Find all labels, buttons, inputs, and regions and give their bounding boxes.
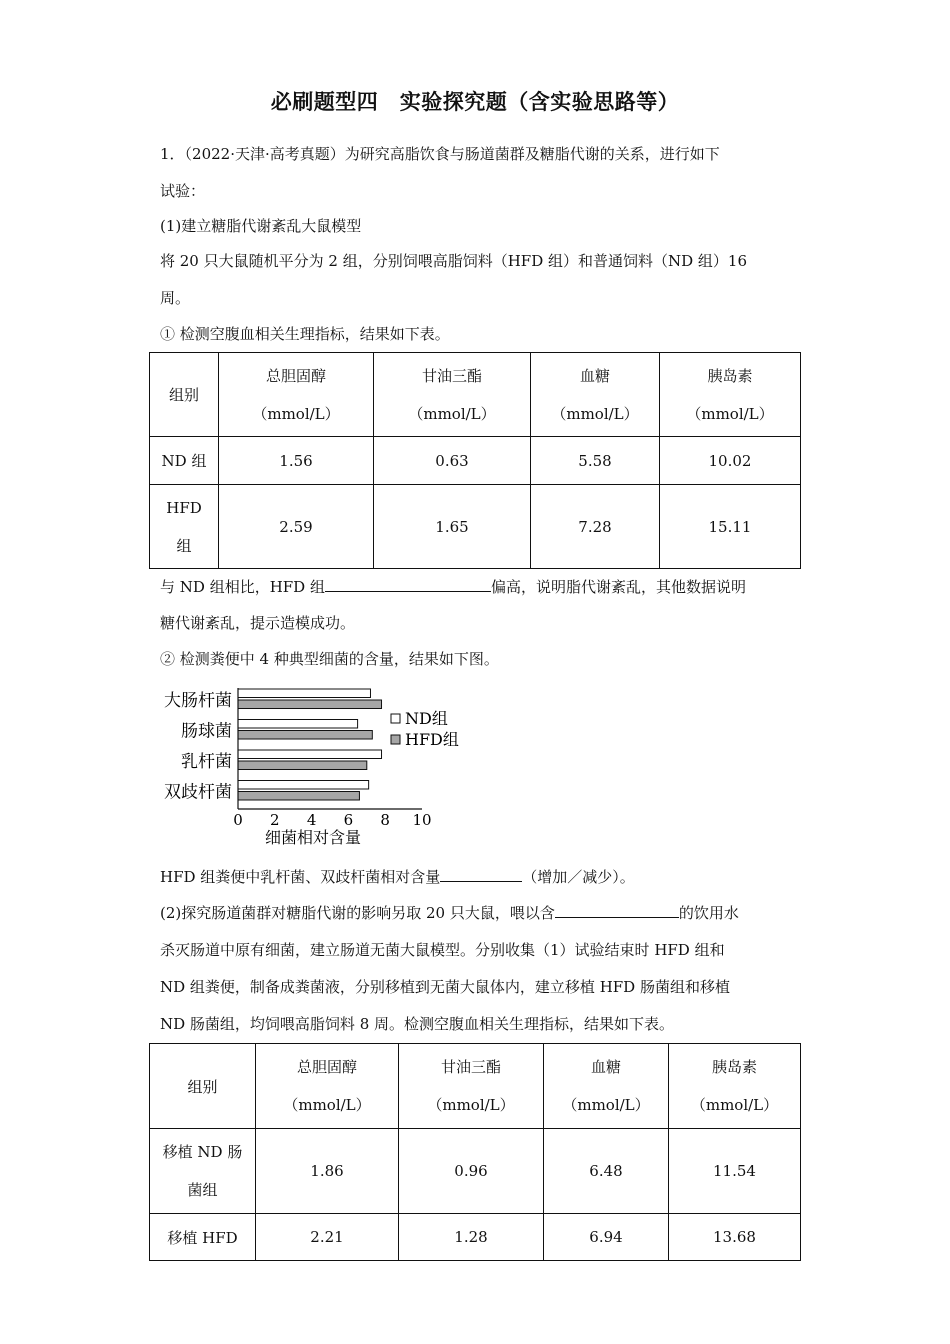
table-cell: 7.28 (531, 485, 660, 569)
question-intro: 1．（2022·天津·高考真题）为研究高脂饮食与肠道菌群及糖脂代谢的关系，进行如下 (160, 145, 720, 163)
header-col: 总胆固醇 （mmol/L） (256, 1044, 399, 1129)
table-cell: 15.11 (660, 485, 801, 569)
row-group: 移植 HFD (150, 1214, 256, 1261)
table-header-row (150, 1044, 801, 1129)
part1-text-cont: 周。 (160, 289, 191, 307)
bar-nd (238, 720, 358, 729)
question-intro-cont: 试验： (160, 182, 206, 200)
step1-text: ① 检测空腹血相关生理指标，结果如下表。 (160, 325, 450, 343)
header-group: 组别 (150, 353, 219, 437)
table-row (150, 485, 801, 569)
answer-blank[interactable] (555, 903, 679, 918)
header-col: 甘油三酯 （mmol/L） (399, 1044, 544, 1129)
table-cell: 10.02 (660, 437, 801, 485)
bar-hfd (238, 731, 372, 740)
x-tick-label: 6 (343, 811, 354, 829)
x-tick-label: 8 (380, 811, 390, 829)
bacteria-bar-chart (150, 680, 490, 855)
table-cell: 6.94 (544, 1214, 669, 1261)
table-cell: 2.59 (219, 485, 374, 569)
bar-nd (238, 750, 382, 759)
legend-label: HFD组 (405, 730, 459, 749)
header-col: 胰岛素 （mmol/L） (660, 353, 801, 437)
table-2 (149, 1043, 801, 1261)
table-cell: 0.96 (399, 1129, 544, 1214)
table-cell: 11.54 (669, 1129, 801, 1214)
part2-text-cont: ND 组粪便，制备成粪菌液，分别移植到无菌大鼠体内，建立移植 HFD 肠菌组和移植 (160, 978, 730, 996)
x-tick-label: 0 (233, 811, 243, 829)
table-row (150, 437, 801, 485)
answer-blank[interactable] (440, 867, 522, 882)
x-tick-label: 2 (270, 811, 280, 829)
part2-text-cont: 杀灭肠道中原有细菌，建立肠道无菌大鼠模型。分别收集（1）试验结束时 HFD 组和 (160, 941, 725, 959)
legend-label: ND组 (405, 709, 448, 728)
legend-swatch (391, 714, 400, 723)
bar-hfd (238, 761, 367, 770)
chart-question: HFD 组粪便中乳杆菌、双歧杆菌相对含量 （增加／减少）。 (160, 868, 635, 886)
header-col: 血糖 （mmol/L） (544, 1044, 669, 1129)
category-label: 大肠杆菌 (164, 691, 232, 711)
table1-conclusion-cont: 糖代谢紊乱，提示造模成功。 (160, 614, 356, 632)
header-col: 血糖 （mmol/L） (531, 353, 660, 437)
part1-heading: (1)建立糖脂代谢紊乱大鼠模型 (160, 217, 362, 235)
table-1 (149, 352, 801, 569)
table-cell: 13.68 (669, 1214, 801, 1261)
part1-text: 将 20 只大鼠随机平分为 2 组，分别饲喂高脂饲料（HFD 组）和普通饲料（ND 组）16 (160, 252, 747, 270)
table-row (150, 1214, 801, 1261)
table1-conclusion: 与 ND 组相比，HFD 组 偏高，说明脂代谢紊乱，其他数据说明 (160, 578, 746, 596)
category-label: 乳杆菌 (181, 752, 232, 772)
category-label: 肠球菌 (181, 721, 232, 742)
bar-hfd (238, 792, 359, 801)
header-col: 甘油三酯 （mmol/L） (374, 353, 531, 437)
step2-text: ② 检测粪便中 4 种典型细菌的含量，结果如下图。 (160, 650, 499, 668)
part2-text-cont: ND 肠菌组，均饲喂高脂饲料 8 周。检测空腹血相关生理指标，结果如下表。 (160, 1015, 675, 1033)
table-cell: 2.21 (256, 1214, 399, 1261)
row-group: 移植 ND 肠 菌组 (150, 1129, 256, 1214)
x-tick-label: 10 (412, 811, 432, 829)
answer-blank[interactable] (325, 577, 491, 592)
table-cell: 5.58 (531, 437, 660, 485)
table-header-row (150, 353, 801, 437)
table-cell: 6.48 (544, 1129, 669, 1214)
row-group: HFD 组 (150, 485, 219, 569)
page-title: 必刷题型四 实验探究题（含实验思路等） (270, 90, 680, 114)
part2-text: (2)探究肠道菌群对糖脂代谢的影响另取 20 只大鼠，喂以含 的饮用水 (160, 904, 739, 922)
table-cell: 0.63 (374, 437, 531, 485)
bar-hfd (238, 700, 382, 709)
row-group: ND 组 (150, 437, 219, 485)
header-group: 组别 (150, 1044, 256, 1129)
header-col: 胰岛素 （mmol/L） (669, 1044, 801, 1129)
table-cell: 1.86 (256, 1129, 399, 1214)
category-label: 双歧杆菌 (164, 782, 232, 803)
table-cell: 1.65 (374, 485, 531, 569)
x-axis-label: 细菌相对含量 (264, 828, 362, 847)
bar-nd (238, 689, 370, 698)
legend-swatch (391, 735, 400, 744)
table-cell: 1.56 (219, 437, 374, 485)
header-col: 总胆固醇 （mmol/L） (219, 353, 374, 437)
x-tick-label: 4 (306, 811, 317, 829)
table-row (150, 1129, 801, 1214)
table-cell: 1.28 (399, 1214, 544, 1261)
bar-nd (238, 781, 369, 790)
